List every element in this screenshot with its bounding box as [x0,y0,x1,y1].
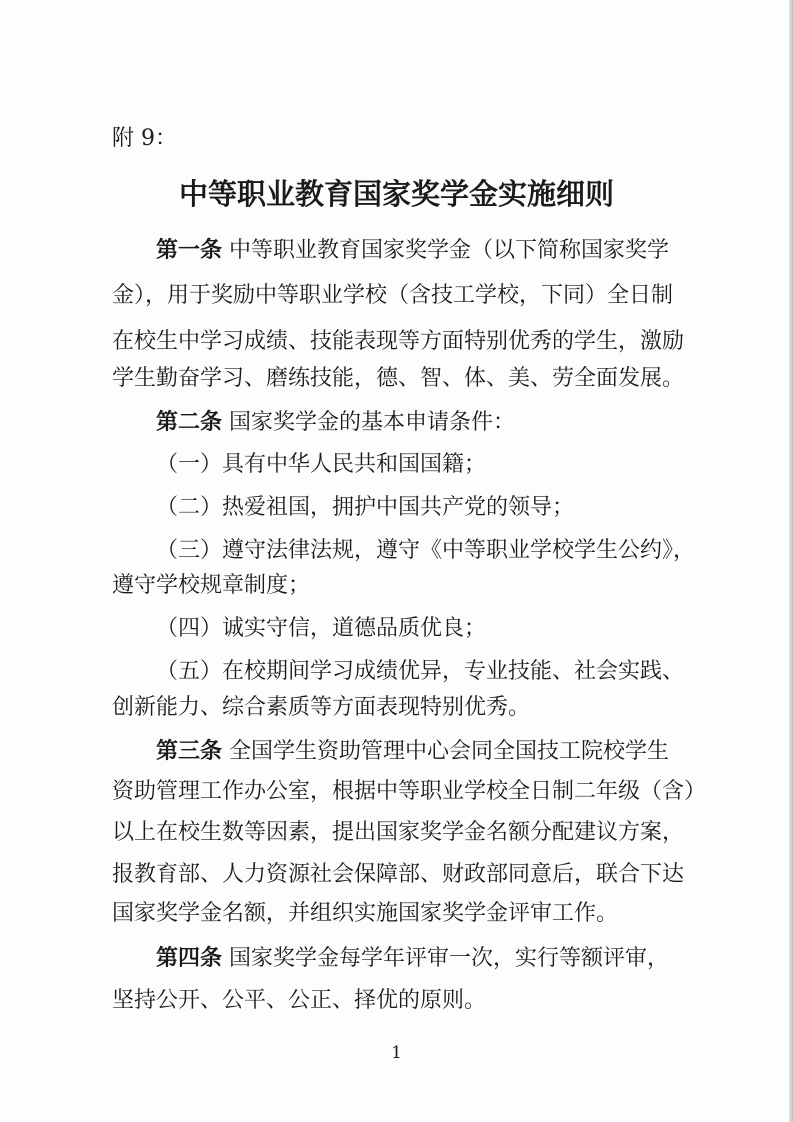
article-3-text: 全国学生资助管理中心会同全国技工院校学生 [229,739,670,764]
article-3-line: 报教育部、人力资源社会保障部、财政部同意后，联合下达 [112,862,685,887]
document-title: 中等职业教育国家奖学金实施细则 [178,177,614,211]
article-1-first-line [156,235,669,266]
article-4-text: 国家奖学金每学年评审一次，实行等额评审， [229,946,670,971]
condition-item: （四）诚实守信，道德品质优良； [156,616,487,641]
condition-item-continuation: 创新能力、综合素质等方面表现特别优秀。 [112,695,531,720]
condition-item: （三）遵守法律法规，遵守《中等职业学校学生公约》， [156,538,696,563]
condition-item: （一）具有中华人民共和国国籍； [156,452,487,477]
article-2-intro: 国家奖学金的基本申请条件： [229,410,516,435]
article-3-heading: 第三条 [156,738,223,764]
page-number: 1 [391,1043,402,1063]
article-4-first-line [156,943,669,974]
article-4-heading: 第四条 [156,945,223,971]
article-1-line: 金），用于奖励中等职业学校（含技工学校，下同）全日制 [112,283,674,308]
condition-item: （二）热爱祖国，拥护中国共产党的领导； [156,495,575,520]
article-1-text: 中等职业教育国家奖学金（以下简称国家奖学 [229,238,670,263]
article-3-line: 资助管理工作办公室，根据中等职业学校全日制二年级（含） [112,779,707,804]
article-2-heading: 第二条 [156,409,223,435]
scan-edge [789,0,793,1122]
article-1-line: 在校生中学习成绩、技能表现等方面特别优秀的学生，激励 [112,329,685,354]
article-3-line: 国家奖学金名额，并组织实施国家奖学金评审工作。 [112,901,619,926]
condition-item: （五）在校期间学习成绩优异，专业技能、社会实践、 [156,659,685,684]
article-2-first-line [156,407,515,438]
article-3-first-line [156,736,669,767]
article-1-line: 学生勤奋学习、磨练技能，德、智、体、美、劳全面发展。 [112,366,685,391]
condition-item-continuation: 遵守学校规章制度； [112,573,311,598]
article-1-heading: 第一条 [156,237,223,263]
article-4-line: 坚持公开、公平、公正、择优的原则。 [112,988,487,1013]
attachment-label: 附 9： [112,126,177,151]
article-3-line: 以上在校生数等因素，提出国家奖学金名额分配建议方案， [112,820,685,845]
